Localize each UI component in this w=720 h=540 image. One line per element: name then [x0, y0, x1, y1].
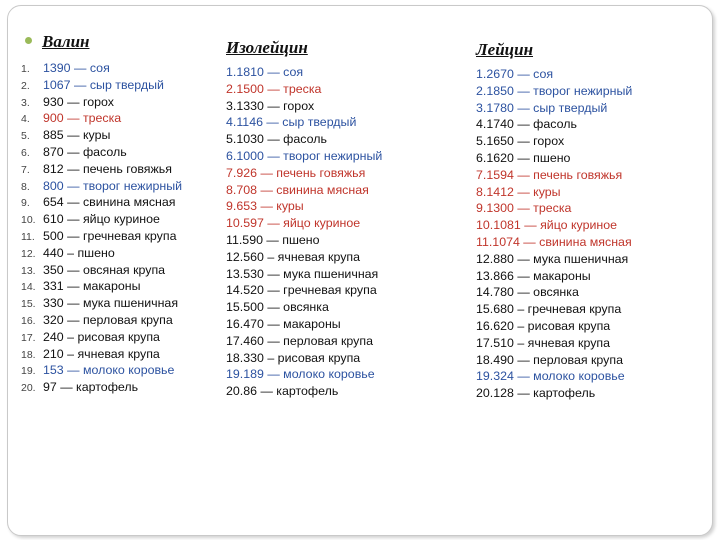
list-number: 7.: [21, 163, 30, 176]
list-item: [21, 127, 182, 144]
list-item-text: 900 — треска: [43, 111, 122, 126]
list-number: 11.: [21, 230, 35, 243]
list-item-text: 330 — мука пшеничная: [43, 296, 179, 311]
list-item-text: 4.1740 — фасоль: [476, 117, 577, 132]
list-item: [226, 350, 382, 367]
list-item: [226, 182, 382, 199]
list-item: [476, 66, 632, 83]
list-item: [226, 299, 382, 316]
list-item-text: 19.189 — молоко коровье: [226, 367, 375, 382]
list-item: [21, 110, 182, 127]
list-item-text: 1390 — соя: [43, 61, 110, 75]
list-item-text: 500 — гречневая крупа: [43, 228, 177, 243]
list-item: [226, 114, 382, 131]
leucine-list: [476, 66, 632, 402]
list-number: 20.: [21, 382, 36, 395]
list-item-text: 9.653 — куры: [226, 199, 304, 214]
list-item-text: 812 — печень говяжья: [43, 161, 172, 176]
list-item-text: 240 – рисовая крупа: [43, 329, 160, 344]
list-item-text: 654 — свинина мясная: [43, 195, 176, 210]
column-title-text: Валин: [42, 32, 90, 51]
list-item: [21, 346, 182, 363]
column-title: Лейцин: [476, 40, 534, 59]
column-leucine: [476, 40, 632, 402]
list-number: 10.: [21, 214, 36, 227]
list-number: 6.: [21, 146, 30, 159]
column-title: [25, 32, 182, 52]
list-item: [21, 60, 182, 77]
list-item: [21, 94, 182, 111]
slide-frame: [7, 5, 713, 536]
list-item: [476, 184, 632, 201]
list-item-text: 870 — фасоль: [43, 144, 127, 159]
list-number: 2.: [21, 79, 30, 92]
list-item-text: 5.1030 — фасоль: [226, 132, 327, 147]
list-item-text: 2.1500 — треска: [226, 81, 322, 96]
list-number: 16.: [21, 314, 36, 327]
list-item-text: 11.1074 — свинина мясная: [476, 234, 632, 249]
list-item: [226, 316, 382, 333]
list-item-text: 1067 — сыр твердый: [43, 77, 164, 92]
list-item: [21, 379, 182, 396]
list-number: 12.: [21, 247, 36, 260]
list-item: [476, 234, 632, 251]
list-item: [476, 116, 632, 133]
list-item-text: 320 — перловая крупа: [43, 312, 173, 327]
list-item: [476, 352, 632, 369]
list-item: [476, 301, 632, 318]
list-item-text: 16.620 – рисовая крупа: [476, 318, 611, 333]
list-item: [476, 150, 632, 167]
column-valine: [21, 32, 182, 396]
list-item-text: 4.1146 — сыр твердый: [226, 115, 357, 130]
list-item: [21, 262, 182, 279]
list-item-text: 210 – ячневая крупа: [43, 346, 160, 361]
list-item-text: 440 – пшено: [43, 245, 115, 260]
list-item-text: 20.128 — картофель: [476, 386, 596, 401]
list-item-text: 7.1594 — печень говяжья: [476, 167, 623, 182]
list-item: [476, 217, 632, 234]
list-item: [226, 383, 382, 400]
list-item: [226, 148, 382, 165]
list-item-text: 14.520 — гречневая крупа: [226, 283, 377, 298]
list-item-text: 1.1810 — соя: [226, 65, 304, 79]
list-item: [226, 215, 382, 232]
list-number: 15.: [21, 298, 36, 311]
list-item: [21, 362, 182, 379]
list-item: [21, 194, 182, 211]
list-number: 5.: [21, 130, 30, 143]
list-number: 18.: [21, 348, 36, 361]
list-item: [476, 368, 632, 385]
list-number: 9.: [21, 197, 30, 210]
list-item-text: 17.510 – ячневая крупа: [476, 335, 611, 350]
list-item: [226, 266, 382, 283]
list-item: [21, 77, 182, 94]
list-item-text: 1.2670 — соя: [476, 67, 554, 81]
list-item-text: 153 — молоко коровье: [43, 363, 175, 378]
list-item-text: 930 — горох: [43, 94, 114, 109]
list-item: [476, 83, 632, 100]
list-item: [226, 64, 382, 81]
list-number: 1.: [21, 63, 30, 75]
list-item: [21, 178, 182, 195]
list-item: [476, 200, 632, 217]
list-item-text: 800 — творог нежирный: [43, 178, 183, 193]
list-item: [226, 249, 382, 266]
list-item: [21, 295, 182, 312]
list-item-text: 10.1081 — яйцо куриное: [476, 218, 618, 233]
list-item-text: 885 — куры: [43, 128, 111, 143]
list-item: [226, 165, 382, 182]
column-title: Изолейцин: [226, 38, 308, 57]
list-item-text: 17.460 — перловая крупа: [226, 333, 373, 348]
list-item: [476, 167, 632, 184]
list-number: 8.: [21, 180, 30, 193]
list-item: [21, 144, 182, 161]
list-item: [476, 100, 632, 117]
list-item-text: 3.1330 — горох: [226, 98, 315, 113]
valine-list: [21, 60, 182, 396]
list-item: [476, 318, 632, 335]
list-item-text: 13.530 — мука пшеничная: [226, 266, 379, 281]
list-item: [476, 268, 632, 285]
list-number: 17.: [21, 331, 36, 344]
list-item-text: 9.1300 — треска: [476, 201, 572, 216]
list-item: [476, 284, 632, 301]
list-number: 14.: [21, 281, 36, 294]
list-number: 19.: [21, 365, 36, 378]
list-item-text: 8.1412 — куры: [476, 184, 561, 199]
list-item-text: 19.324 — молоко коровье: [476, 369, 625, 384]
list-item-text: 3.1780 — сыр твердый: [476, 100, 608, 115]
list-item: [21, 278, 182, 295]
list-item: [226, 131, 382, 148]
list-number: 4.: [21, 113, 30, 126]
list-item-text: 12.560 – ячневая крупа: [226, 249, 361, 264]
list-item: [21, 245, 182, 262]
list-item-text: 6.1000 — творог нежирный: [226, 148, 383, 163]
list-item-text: 15.500 — овсянка: [226, 300, 329, 315]
list-item-text: 2.1850 — творог нежирный: [476, 83, 633, 98]
list-item: [476, 385, 632, 402]
list-number: 3.: [21, 96, 30, 109]
list-item: [21, 312, 182, 329]
list-item-text: 10.597 — яйцо куриное: [226, 216, 361, 231]
list-item-text: 350 — овсяная крупа: [43, 262, 166, 277]
list-item: [21, 161, 182, 178]
list-item: [476, 133, 632, 150]
list-item: [21, 211, 182, 228]
list-item: [226, 333, 382, 350]
list-item: [21, 329, 182, 346]
list-item: [226, 232, 382, 249]
list-item-text: 8.708 — свинина мясная: [226, 182, 369, 197]
list-item-text: 18.330 – рисовая крупа: [226, 350, 361, 365]
list-item-text: 12.880 — мука пшеничная: [476, 251, 629, 266]
list-item: [226, 81, 382, 98]
list-item-text: 5.1650 — горох: [476, 134, 565, 149]
list-item: [226, 366, 382, 383]
list-item: [476, 251, 632, 268]
isoleucine-list: [226, 64, 382, 400]
column-isoleucine: [226, 38, 382, 400]
list-item-text: 97 — картофель: [43, 380, 139, 395]
list-item-text: 16.470 — макароны: [226, 316, 341, 331]
list-item-text: 6.1620 — пшено: [476, 150, 571, 165]
list-number: 13.: [21, 264, 36, 277]
list-item-text: 15.680 – гречневая крупа: [476, 302, 622, 317]
list-item: [226, 198, 382, 215]
list-item-text: 20.86 — картофель: [226, 384, 339, 399]
list-item-text: 610 — яйцо куриное: [43, 212, 160, 227]
list-item: [226, 98, 382, 115]
bullet-icon: [25, 37, 32, 44]
list-item-text: 331 — макароны: [43, 279, 141, 294]
list-item: [476, 335, 632, 352]
list-item-text: 11.590 — пшено: [226, 232, 320, 247]
list-item: [21, 228, 182, 245]
list-item: [226, 282, 382, 299]
list-item-text: 14.780 — овсянка: [476, 285, 579, 300]
list-item-text: 18.490 — перловая крупа: [476, 352, 623, 367]
list-item-text: 7.926 — печень говяжья: [226, 165, 366, 180]
list-item-text: 13.866 — макароны: [476, 268, 591, 283]
